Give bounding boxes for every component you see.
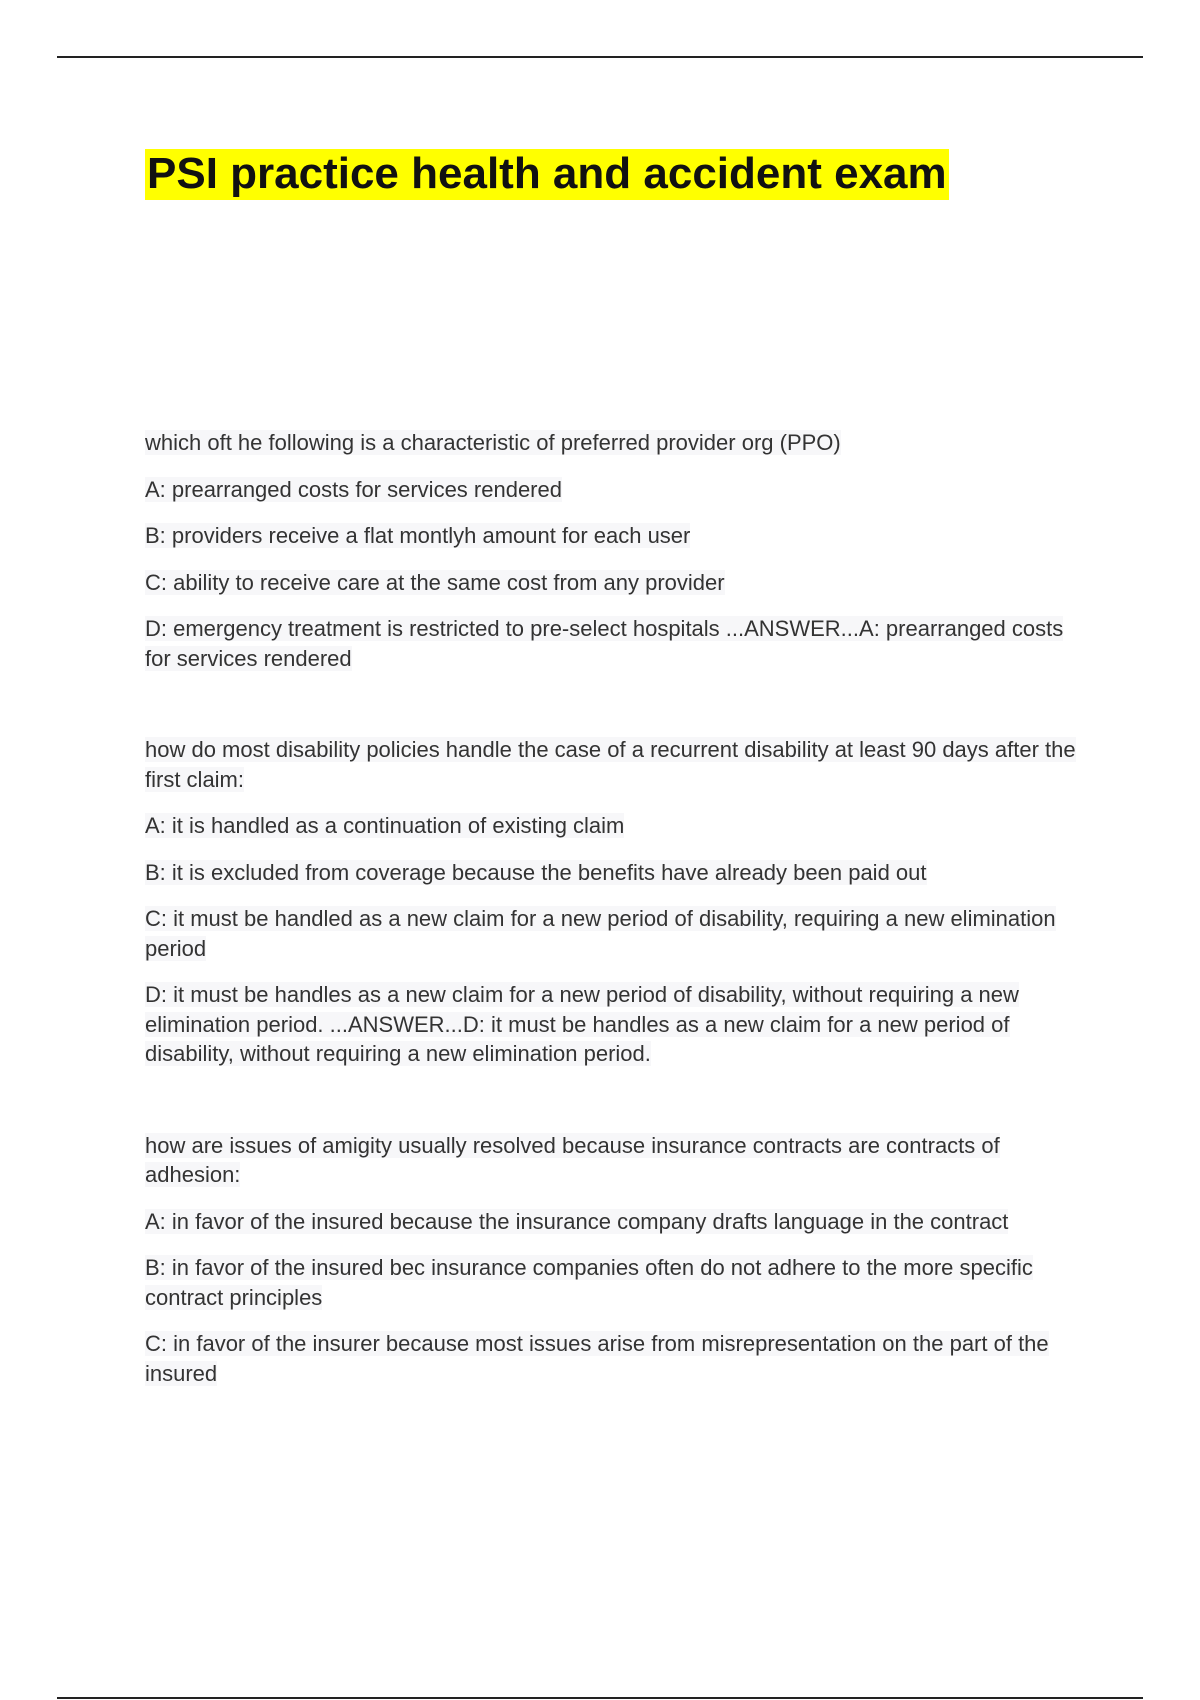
option-a: A: it is handled as a continuation of existing claim <box>145 813 625 838</box>
option-b: B: providers receive a flat montlyh amount for each user <box>145 523 691 548</box>
question-1 <box>145 428 1095 673</box>
document-body <box>145 428 1095 1405</box>
option-c: C: in favor of the insurer because most issues arise from misrepresentation on the part of the insured <box>145 1331 1049 1386</box>
option-c: C: it must be handled as a new claim for a new period of disability, requiring a new elimination period <box>145 906 1056 961</box>
option-b: B: in favor of the insured bec insurance companies often do not adhere to the more specific contract principles <box>145 1255 1033 1310</box>
header-rule <box>57 56 1143 58</box>
question-3 <box>145 1131 1095 1389</box>
footer-rule <box>57 1697 1143 1699</box>
option-a: A: in favor of the insured because the insurance company drafts language in the contract <box>145 1208 1009 1234</box>
question-2 <box>145 735 1095 1069</box>
document-title-text: PSI practice health and accident exam <box>147 149 947 198</box>
question-text: which oft he following is a characteristic of preferred provider org (PPO) <box>145 430 841 455</box>
question-text: how do most disability policies handle the case of a recurrent disability at least 90 days after the first claim: <box>145 737 1076 792</box>
question-text: how are issues of amigity usually resolved because insurance contracts are contracts of adhesion: <box>145 1132 1000 1187</box>
option-d-with-answer: D: it must be handles as a new claim for a new period of disability, without requiring a new elimination period. ...ANSWER...D: it must be handles as a new claim for a new period of disability, without requiring a new elimination period. <box>145 982 1019 1066</box>
option-a: A: prearranged costs for services rendered <box>145 476 562 502</box>
document-title <box>145 146 949 202</box>
option-b: B: it is excluded from coverage because the benefits have already been paid out <box>145 859 927 885</box>
option-c: C: ability to receive care at the same cost from any provider <box>145 569 725 595</box>
option-d-with-answer: D: emergency treatment is restricted to pre-select hospitals ...ANSWER...A: prearranged costs for services rendered <box>145 616 1064 671</box>
